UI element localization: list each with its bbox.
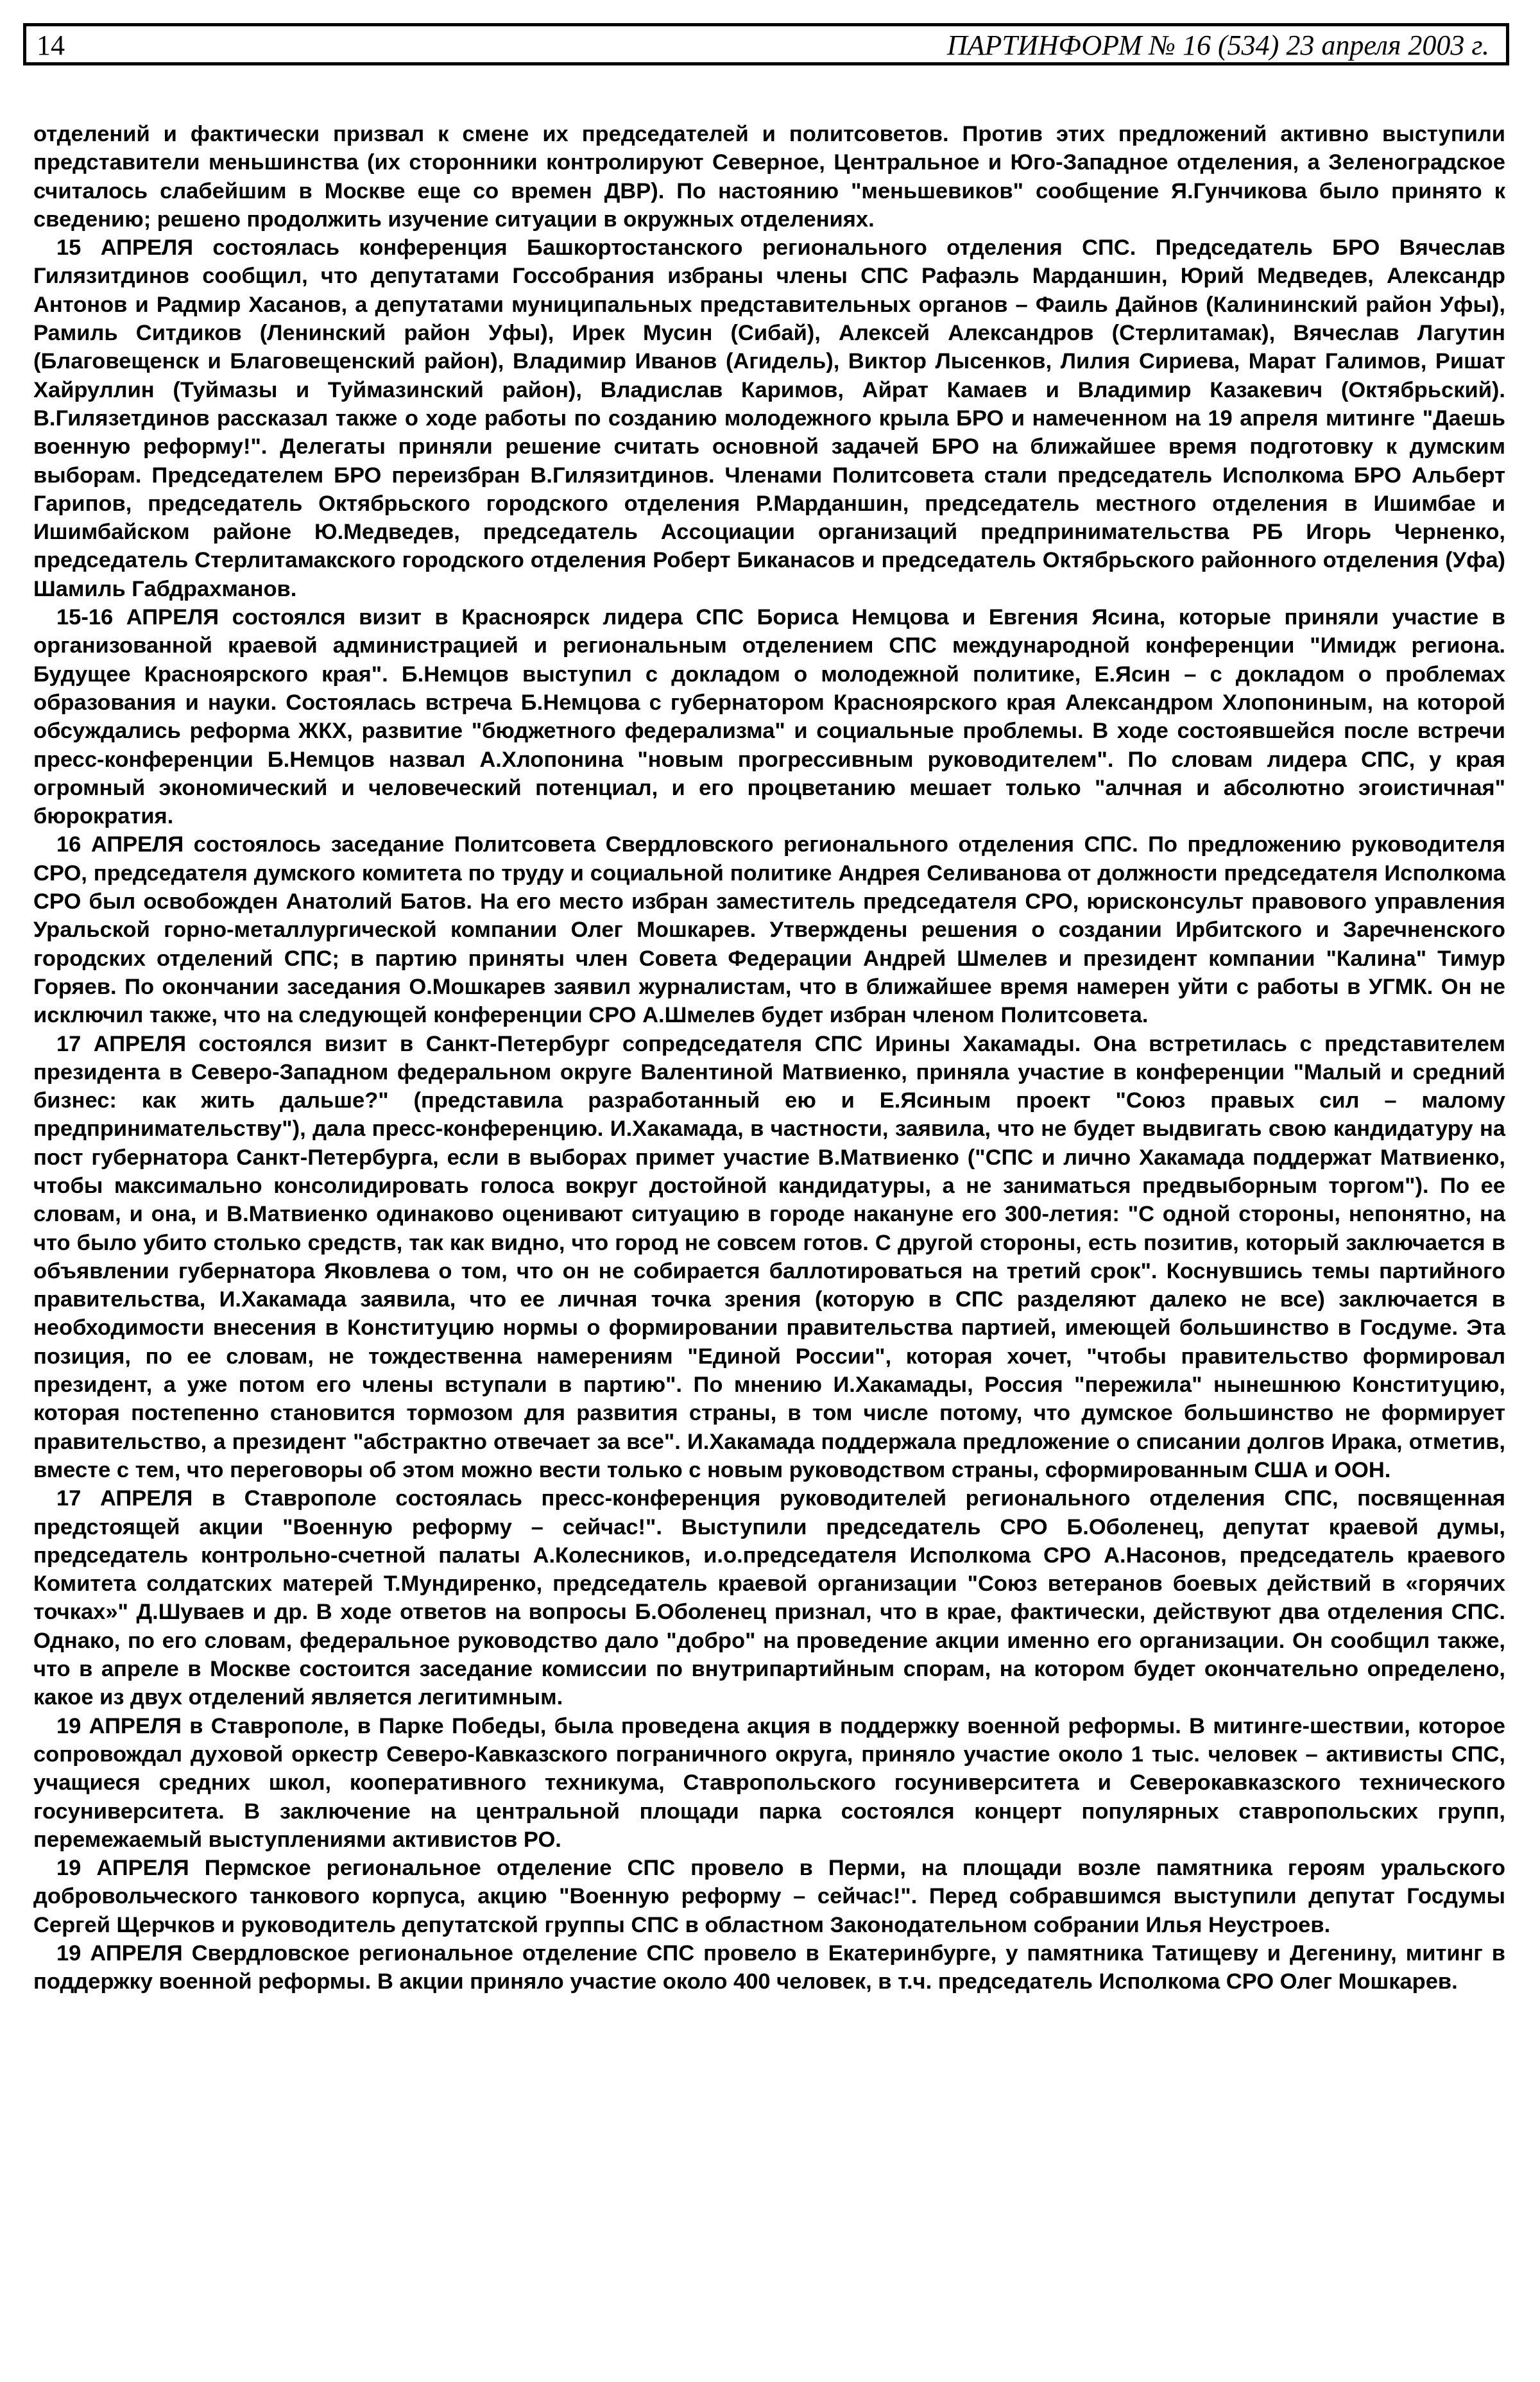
paragraph	[33, 120, 1505, 234]
paragraph-date: 16 АПРЕЛЯ	[56, 832, 184, 857]
article-body	[33, 120, 1505, 1996]
paragraph	[33, 234, 1505, 603]
paragraph-date: 17 АПРЕЛЯ	[56, 1031, 187, 1056]
paragraph	[33, 603, 1505, 830]
paragraph-date: 17 АПРЕЛЯ	[56, 1486, 193, 1511]
paragraph-date: 15 АПРЕЛЯ	[56, 236, 194, 261]
paragraph-text: Пермское региональное отделение СПС провело в Перми, на площади возле памятника героям уральского добровольческого танкового корпуса, акцию "Военную реформу – сейчас!". Перед собравшимся выступили депутат Госдумы Сергей Щерчков и руководитель депутатской группы СПС в областном Законодательном собрании Илья Неустроев.	[33, 1856, 1506, 1937]
paragraph	[33, 1712, 1505, 1854]
page-header	[23, 23, 1509, 65]
paragraph	[33, 1030, 1505, 1485]
page-number: 14	[37, 30, 65, 61]
paragraph-date: 19 АПРЕЛЯ	[56, 1941, 183, 1966]
paragraph-text: отделений и фактически призвал к смене их председателей и политсоветов. Против этих предложений активно выступили представители меньшинства (их сторонники контролируют Северное, Центральное и Юго-Западное отделения, а Зеленоградское считалось слабейшим в Москве еще со времен ДВР). По настоянию "меньшевиков" сообщение Я.Гунчикова было принято к сведению; решено продолжить изучение ситуации в окружных отделениях.	[33, 122, 1505, 232]
paragraph-text: состоялся визит в Красноярск лидера СПС Бориса Немцова и Евгения Ясина, которые приняли участие в организованной краевой администрацией и региональным отделением СПС международной конференции "Имидж региона. Будущее Красноярского края". Б.Немцов выступил с докладом о молодежной политике, Е.Ясин – с докладом о проблемах образования и науки. Состоялась встреча Б.Немцова с губернатором Красноярского края Александром Хлопониным, на которой обсуждались реформа ЖКХ, развитие "бюджетного федерализма" и социальные проблемы. В ходе состоявшейся после встречи пресс-конференции Б.Немцов назвал А.Хлопонина "новым прогрессивным руководителем". По словам лидера СПС, у края огромный экономический и человеческий потенциал, и его процветанию мешает только "алчная и абсолютно эгоистичная" бюрократия.	[33, 605, 1505, 829]
paragraph-text: в Ставрополе, в Парке Победы, была проведена акция в поддержку военной реформы. В митинге-шествии, которое сопровождал духовой оркестр Северо-Кавказского пограничного округа, приняло участие около 1 тыс. человек – активисты СПС, учащиеся средних школ, кооперативного техникума, Ставропольского госуниверситета и Северокавказского технического госуниверситета. В заключение на центральной площади парка состоялся концерт популярных ставропольских групп, перемежаемый выступлениями активистов РО.	[33, 1713, 1505, 1852]
paragraph-text: Свердловское региональное отделение СПС провело в Екатеринбурге, у памятника Татищеву и Дегенину, митинг в поддержку военной реформы. В акции приняло участие около 400 человек, в т.ч. председатель Исполкома СРО Олег Мошкарев.	[33, 1941, 1505, 1994]
issue-info: ПАРТИНФОРМ № 16 (534) 23 апреля 2003 г.	[946, 30, 1489, 61]
paragraph-text: состоялся визит в Санкт-Петербург сопредседателя СПС Ирины Хакамады. Она встретилась с представителем президента в Северо-Западном федеральном округе Валентиной Матвиенко, приняла участие в конференции "Малый и средний бизнес: как жить дальше?" (представила разработанный ею и Е.Ясиным проект "Союз правых сил – малому предпринимательству"), дала пресс-конференцию. И.Хакамада, в частности, заявила, что не будет выдвигать свою кандидатуру на пост губернатора Санкт-Петербурга, если в выборах примет участие В.Матвиенко ("СПС и лично Хакамада поддержат Матвиенко, чтобы максимально консолидировать голоса вокруг достойной кандидатуры, а не заниматься предвыборным торгом"). По ее словам, и она, и В.Матвиенко одинаково оценивают ситуацию в городе накануне его 300-летия: "С одной стороны, непонятно, на что было убито столько средств, так как видно, что город не совсем готов. С другой стороны, есть позитив, который заключается в объявлении губернатора Яковлева о том, что он не собирается баллотироваться на третий срок". Коснувшись темы партийного правительства, И.Хакамада заявила, что ее личная точка зрения (которую в СПС разделяют далеко не все) заключается в необходимости внесения в Конституцию нормы о формировании правительства партией, имеющей большинство в Госдуме. Эта позиция, по ее словам, не тождественна намерениям "Единой России", которая хочет, "чтобы правительство формировал президент, а уже потом его члены вступали в партию". По мнению И.Хакамады, Россия "пережила" нынешнюю Конституцию, которая постепенно становится тормозом для развития страны, в том числе потому, что думское большинство не формирует правительство, а президент "абстрактно отвечает за все". И.Хакамада поддержала предложение о списании долгов Ирака, отметив, вместе с тем, что переговоры об этом можно вести только с новым руководством страны, сформированным США и ООН.	[33, 1031, 1505, 1482]
paragraph-date: 19 АПРЕЛЯ	[56, 1713, 182, 1738]
paragraph	[33, 830, 1505, 1029]
paragraph-text: состоялось заседание Политсовета Свердловского регионального отделения СПС. По предложению руководителя СРО, председателя думского комитета по труду и социальной политике Андрея Селиванова от должности председателя Исполкома СРО был освобожден Анатолий Батов. На его место избран заместитель председателя СРО, юрисконсульт правового управления Уральской горно-металлургической компании Олег Мошкарев. Утверждены решения о создании Ирбитского и Заречненского городских отделений СПС; в партию приняты член Совета Федерации Андрей Шмелев и президент компании "Калина" Тимур Горяев. По окончании заседания О.Мошкарев заявил журналистам, что в ближайшее время намерен уйти с работы в УГМК. Он не исключил также, что на следующей конференции СРО А.Шмелев будет избран членом Политсовета.	[33, 832, 1505, 1028]
paragraph	[33, 1854, 1505, 1939]
paragraph-date: 19 АПРЕЛЯ	[56, 1856, 189, 1881]
paragraph	[33, 1939, 1505, 1996]
paragraph	[33, 1484, 1505, 1711]
paragraph-text: состоялась конференция Башкортостанского регионального отделения СПС. Председатель БРО Вячеслав Гилязитдинов сообщил, что депутатами Госсобрания избраны члены СПС Рафаэль Марданшин, Юрий Медведев, Александр Антонов и Радмир Хасанов, а депутатами муниципальных представительных органов – Фаиль Дайнов (Калининский район Уфы), Рамиль Ситдиков (Ленинский район Уфы), Ирек Мусин (Сибай), Алексей Александров (Стерлитамак), Вячеслав Лагутин (Благовещенск и Благовещенский район), Владимир Иванов (Агидель), Виктор Лысенков, Лилия Сириева, Марат Галимов, Ришат Хайруллин (Туймазы и Туймазинский район), Владислав Каримов, Айрат Камаев и Владимир Казакевич (Октябрьский). В.Гилязетдинов рассказал также о ходе работы по созданию молодежного крыла БРО и намеченном на 19 апреля митинге "Даешь военную реформу!". Делегаты приняли решение считать основной задачей БРО на ближайшее время подготовку к думским выборам. Председателем БРО переизбран В.Гилязитдинов. Членами Политсовета стали председатель Исполкома БРО Альберт Гарипов, председатель Октябрьского городского отделения Р.Марданшин, председатель местного отделения в Ишимбае и Ишимбайском районе Ю.Медведев, председатель Ассоциации организаций предпринимательства РБ Игорь Черненко, председатель Стерлитамакского городского отделения Роберт Биканасов и председатель Октябрьского районного отделения (Уфа) Шамиль Габдрахманов.	[33, 236, 1505, 601]
paragraph-text: в Ставрополе состоялась пресс-конференция руководителей регионального отделения СПС, посвященная предстоящей акции "Военную реформу – сейчас!". Выступили председатель СРО Б.Оболенец, депутат краевой думы, председатель контрольно-счетной палаты А.Колесников, и.о.председателя Исполкома СРО А.Насонов, председатель краевого Комитета солдатских матерей Т.Мундиренко, председатель краевой организации "Союз ветеранов боевых действий в «горячих точках»" Д.Шуваев и др. В ходе ответов на вопросы Б.Оболенец признал, что в крае, фактически, действуют два отделения СПС. Однако, по его словам, федеральное руководство дало "добро" на проведение акции именно его организации. Он сообщил также, что в апреле в Москве состоится заседание комиссии по внутрипартийным спорам, на котором будет окончательно определено, какое из двух отделений является легитимным.	[33, 1486, 1505, 1710]
paragraph-date: 15-16 АПРЕЛЯ	[56, 605, 219, 630]
